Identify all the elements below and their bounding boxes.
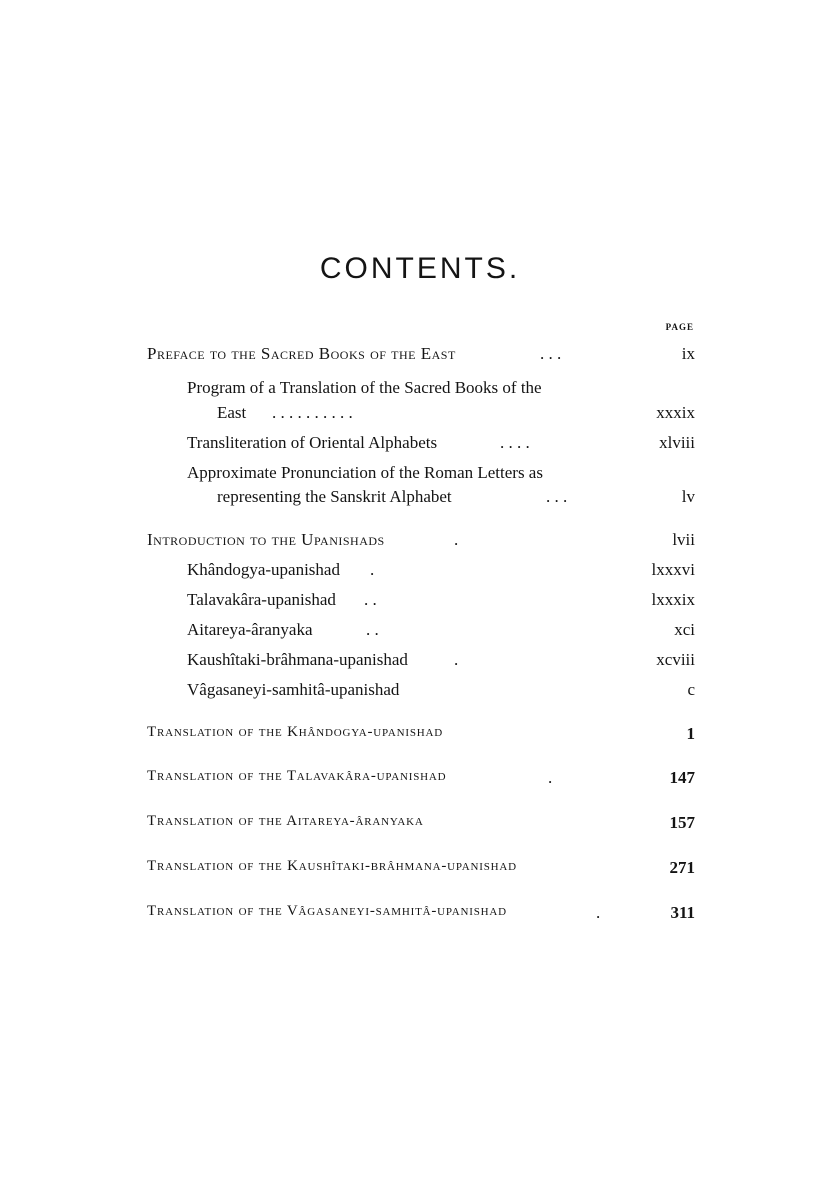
toc-entry-translation-vagasaneyi[interactable] <box>0 903 840 929</box>
toc-page-number: 157 <box>669 813 695 832</box>
toc-entry-label: Kaushîtaki-brâhmana-upanishad <box>187 650 408 669</box>
toc-entry-aitareya[interactable] <box>0 620 840 646</box>
toc-entry-khandogya[interactable] <box>0 560 840 586</box>
toc-page-number: 271 <box>669 858 695 877</box>
leader-dots: . . <box>366 620 379 639</box>
toc-entry-program-cont[interactable] <box>0 403 840 429</box>
toc-entry-label: Transliteration of Oriental Alphabets <box>187 433 438 452</box>
toc-entry-label: representing the Sanskrit Alphabet <box>217 487 452 506</box>
toc-entry-pronunciation-cont[interactable] <box>0 487 840 513</box>
toc-entry-transliteration[interactable] <box>0 433 840 459</box>
toc-page-number: xlviii <box>659 433 695 452</box>
leader-dots: . . . <box>540 344 562 363</box>
toc-entry-label: Aitareya-âranyaka <box>187 620 313 639</box>
leader-dots: . . . . . . . . . . <box>272 403 353 422</box>
toc-entry-talavakara[interactable] <box>0 590 840 616</box>
toc-entry-label: Talavakâra-upanishad <box>187 590 336 609</box>
toc-entry-translation-talavakara[interactable] <box>0 768 840 794</box>
toc-entry-label: Khândogya-upanishad <box>187 560 340 579</box>
toc-page-number: xxxix <box>656 403 695 422</box>
toc-entry-translation-kaushitaki[interactable] <box>0 858 840 884</box>
toc-entry-preface[interactable] <box>0 344 840 370</box>
leader-dots: . . <box>364 590 377 609</box>
page-column-label: PAGE <box>665 322 694 332</box>
toc-entry-vagasaneyi[interactable] <box>0 680 840 706</box>
leader-dots: . <box>454 650 459 669</box>
toc-entry-label: Program of a Translation of the Sacred Books of the <box>187 378 542 397</box>
toc-entry-label: Translation of the Talavakâra-upanishad <box>147 768 447 784</box>
leader-dots: . . . . <box>500 433 530 452</box>
toc-entry-translation-khandogya[interactable] <box>0 724 840 750</box>
toc-page-number: lxxxvi <box>651 560 695 579</box>
leader-dots: . <box>596 903 601 922</box>
leader-dots: . <box>454 530 459 549</box>
toc-entry-label: Translation of the Aitareya-âranyaka <box>147 813 424 829</box>
toc-entry-label: East <box>217 403 247 422</box>
toc-entry-label: Translation of the Kaushîtaki-brâhmana-upanishad <box>147 858 517 874</box>
toc-page-number: 311 <box>670 903 695 922</box>
toc-entry-label: Translation of the Vâgasaneyi-samhitâ-upanishad <box>147 903 507 919</box>
toc-page-number: xcviii <box>656 650 695 669</box>
toc-page-number: lxxxix <box>651 590 695 609</box>
leader-dots: . . . <box>546 487 568 506</box>
toc-page-number: c <box>687 680 695 699</box>
toc-page-number: 1 <box>686 724 695 743</box>
toc-page-number: 147 <box>669 768 695 787</box>
toc-entry-label: Translation of the Khândogya-upanishad <box>147 724 444 740</box>
toc-entry-label: Preface to the Sacred Books of the East <box>147 344 456 363</box>
toc-page-number: ix <box>681 344 695 363</box>
toc-entry-program[interactable] <box>0 378 840 404</box>
toc-page-number: lvii <box>672 530 695 549</box>
leader-dots: . <box>370 560 375 579</box>
toc-entry-label: Introduction to the Upanishads <box>147 530 385 549</box>
toc-entry-translation-aitareya[interactable] <box>0 813 840 839</box>
page-title: CONTENTS. <box>319 252 521 285</box>
toc-entry-introduction[interactable] <box>0 530 840 556</box>
toc-entry-kaushitaki[interactable] <box>0 650 840 676</box>
toc-entry-label: Approximate Pronunciation of the Roman Letters as <box>187 463 543 482</box>
toc-page-number: lv <box>681 487 695 506</box>
toc-page-number: xci <box>674 620 695 639</box>
leader-dots: . <box>548 768 553 787</box>
toc-entry-pronunciation[interactable] <box>0 463 840 489</box>
toc-entry-label: Vâgasaneyi-samhitâ-upanishad <box>187 680 400 699</box>
